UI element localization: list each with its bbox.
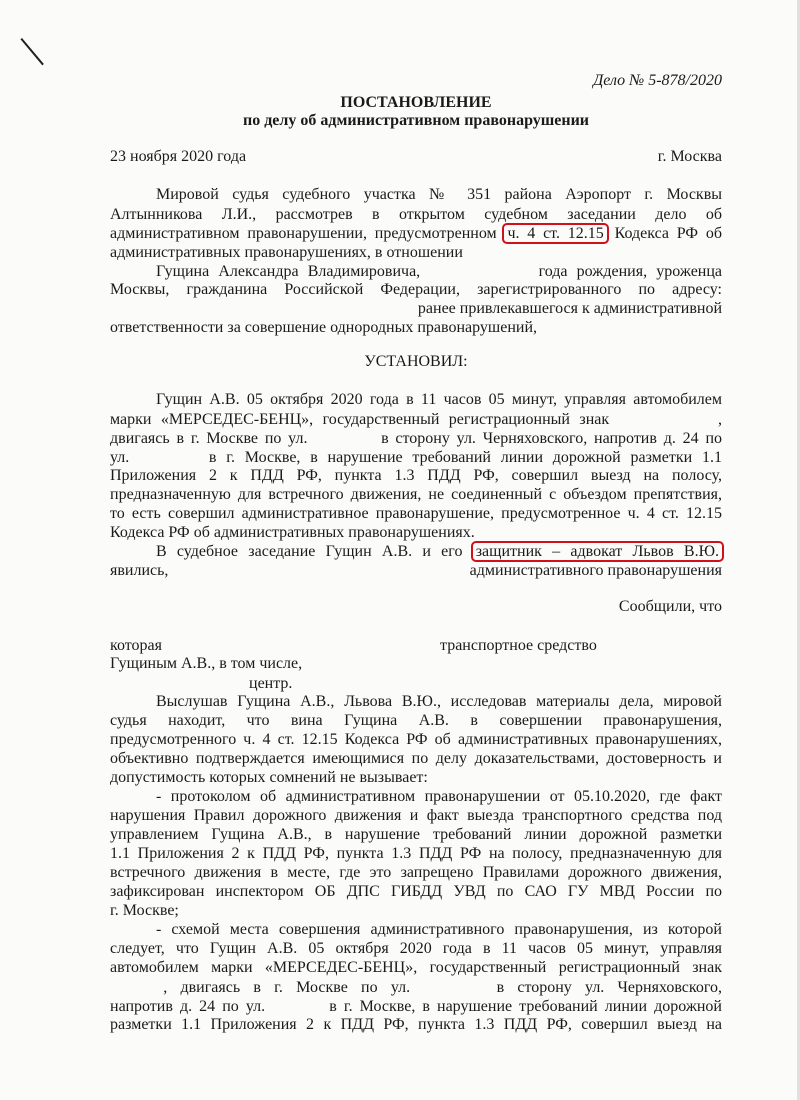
text-fragment: , двигаясь в г. Москве по ул. xyxy=(163,979,411,996)
text-fragment: ул. xyxy=(110,449,130,466)
text-line: Кодекса РФ об административных правонарушениях. xyxy=(110,524,475,541)
text-line: ответственности за совершение однородных правонарушений, xyxy=(110,319,538,336)
document-city: г. Москва xyxy=(657,148,722,165)
text-fragment: в сторону ул. Черняховского, напротив д. 24 по xyxy=(381,430,723,447)
text-line: Сообщили, что xyxy=(618,598,722,615)
text-fragment: транспортное средство xyxy=(440,637,597,654)
redaction xyxy=(619,410,709,424)
text-line: г. Москве; xyxy=(110,902,179,919)
text-fragment: административном правонарушении, предусмотренном xyxy=(110,225,497,242)
text-line: следует, что Гущин А.В. 05 октября 2020 года в 11 часов 05 минут, управляя xyxy=(110,940,722,957)
text-line xyxy=(156,543,722,561)
redaction xyxy=(139,448,199,462)
section-heading: УСТАНОВИЛ: xyxy=(364,353,468,370)
text-line: - протоколом об административном правонарушении от 05.10.2020, где факт xyxy=(156,788,722,805)
case-number: Дело № 5-878/2020 xyxy=(593,72,722,89)
text-line: Гущин А.В. 05 октября 2020 года в 11 часов 05 минут, управляя автомобилем xyxy=(156,391,722,408)
document-title: ПОСТАНОВЛЕНИЕ xyxy=(340,94,492,111)
text-line: автомобилем марки «МЕРСЕДЕС-БЕНЦ», государственный регистрационный знак xyxy=(110,959,722,976)
text-line xyxy=(156,262,722,281)
text-fragment: в сторону ул. Черняховского, xyxy=(496,979,723,996)
text-line: нарушения Правил дорожного движения и факт выезда транспортного средства под xyxy=(110,807,722,824)
highlight-defender: защитник – адвокат Львов В.Ю. xyxy=(471,541,724,562)
text-fragment: Гущина Александра Владимировича, xyxy=(156,263,421,280)
text-line: Приложения 2 к ПДД РФ, пункта 1.3 ПДД РФ, совершил выезд на полосу, xyxy=(110,467,722,484)
text-line: предназначенную для встречного движения, не соединенный с объездом препятствия, xyxy=(110,486,722,503)
text-line xyxy=(110,448,722,467)
text-line: то есть совершил административное правонарушение, предусмотренное ч. 4 ст. 12.15 xyxy=(110,505,722,522)
redaction xyxy=(429,262,529,276)
text-line xyxy=(110,636,722,655)
text-line xyxy=(110,429,722,448)
text-line: административных правонарушениях, в отношении xyxy=(110,244,463,261)
text-line xyxy=(110,997,722,1016)
text-line: Алтынникова Л.И., рассмотрев в открытом судебном заседании дело об xyxy=(110,206,722,223)
redaction xyxy=(423,978,483,992)
text-line: Выслушав Гущина А.В., Львова В.Ю., исследовав материалы дела, мировой xyxy=(156,693,722,710)
text-fragment: которая xyxy=(110,637,162,654)
text-line: Мировой судья судебного участка № 351 района Аэропорт г. Москвы xyxy=(156,186,722,203)
document-date: 23 ноября 2020 года xyxy=(110,148,247,165)
redaction xyxy=(272,997,322,1011)
text-line xyxy=(110,674,722,693)
text-fragment: марки «МЕРСЕДЕС-БЕНЦ», государственный регистрационный знак xyxy=(110,411,610,428)
text-line: судья находит, что вина Гущина А.В. в совершении правонарушения, xyxy=(110,712,722,729)
redaction xyxy=(110,978,150,992)
text-line: Москвы, гражданина Российской Федерации, зарегистрированного по адресу: xyxy=(110,281,722,298)
text-line: объективно подтверждается имеющимися по делу доказательствами, достоверность и xyxy=(110,750,722,767)
text-line: разметки 1.1 Приложения 2 к ПДД РФ, пункта 1.3 ПДД РФ, совершил выезд на xyxy=(110,1016,722,1033)
text-fragment: в г. Москве, в нарушение требований линии дорожной разметки 1.1 xyxy=(208,449,723,466)
text-fragment: двигаясь в г. Москве по ул. xyxy=(110,430,308,447)
text-line xyxy=(110,978,722,997)
text-fragment: в г. Москве, в нарушение требований линии дорожной xyxy=(329,998,722,1015)
redaction xyxy=(166,636,436,650)
text-line: ранее привлекавшегося к административной xyxy=(417,300,722,317)
text-line: 1.1 Приложения 2 к ПДД РФ, пункта 1.3 ПДД РФ на полосу, предназначенную для xyxy=(110,845,722,862)
text-fragment: напротив д. 24 по ул. xyxy=(110,998,266,1015)
text-line: управлением Гущина А.В., в нарушение требований линии дорожной разметки xyxy=(110,826,722,843)
highlight-article: ч. 4 ст. 12.15 xyxy=(502,223,608,244)
text-fragment: явились, xyxy=(110,562,169,579)
text-line xyxy=(110,225,722,243)
text-line: Гущиным А.В., в том числе, xyxy=(110,655,303,672)
text-fragment: года рождения, уроженца xyxy=(538,263,723,280)
text-line: встречного движения в месте, где это запрещено Правилами дорожного движения, xyxy=(110,864,722,881)
text-fragment: административного правонарушения xyxy=(469,562,722,579)
text-line: - схемой места совершения административного правонарушения, из которой xyxy=(156,921,722,938)
pen-mark xyxy=(20,38,43,65)
redaction xyxy=(314,429,374,443)
text-line: допустимость которых сомнений не вызывает: xyxy=(110,769,428,786)
text-line xyxy=(110,562,722,580)
text-fragment: Кодекса РФ об xyxy=(614,225,722,242)
text-fragment: , xyxy=(718,411,722,428)
redaction xyxy=(110,674,245,688)
text-fragment: В судебное заседание Гущин А.В. и его xyxy=(156,543,463,560)
date-city-row xyxy=(110,148,722,166)
text-line xyxy=(110,410,722,429)
document-subtitle: по делу об административном правонарушении xyxy=(242,112,590,129)
text-line: предусмотренного ч. 4 ст. 12.15 Кодекса РФ об административных правонарушениях, xyxy=(110,731,722,748)
text-line: зафиксирован инспектором ОБ ДПС ГИБДД УВД по САО ГУ МВД России по xyxy=(110,883,722,900)
text-fragment: центр. xyxy=(249,675,293,692)
